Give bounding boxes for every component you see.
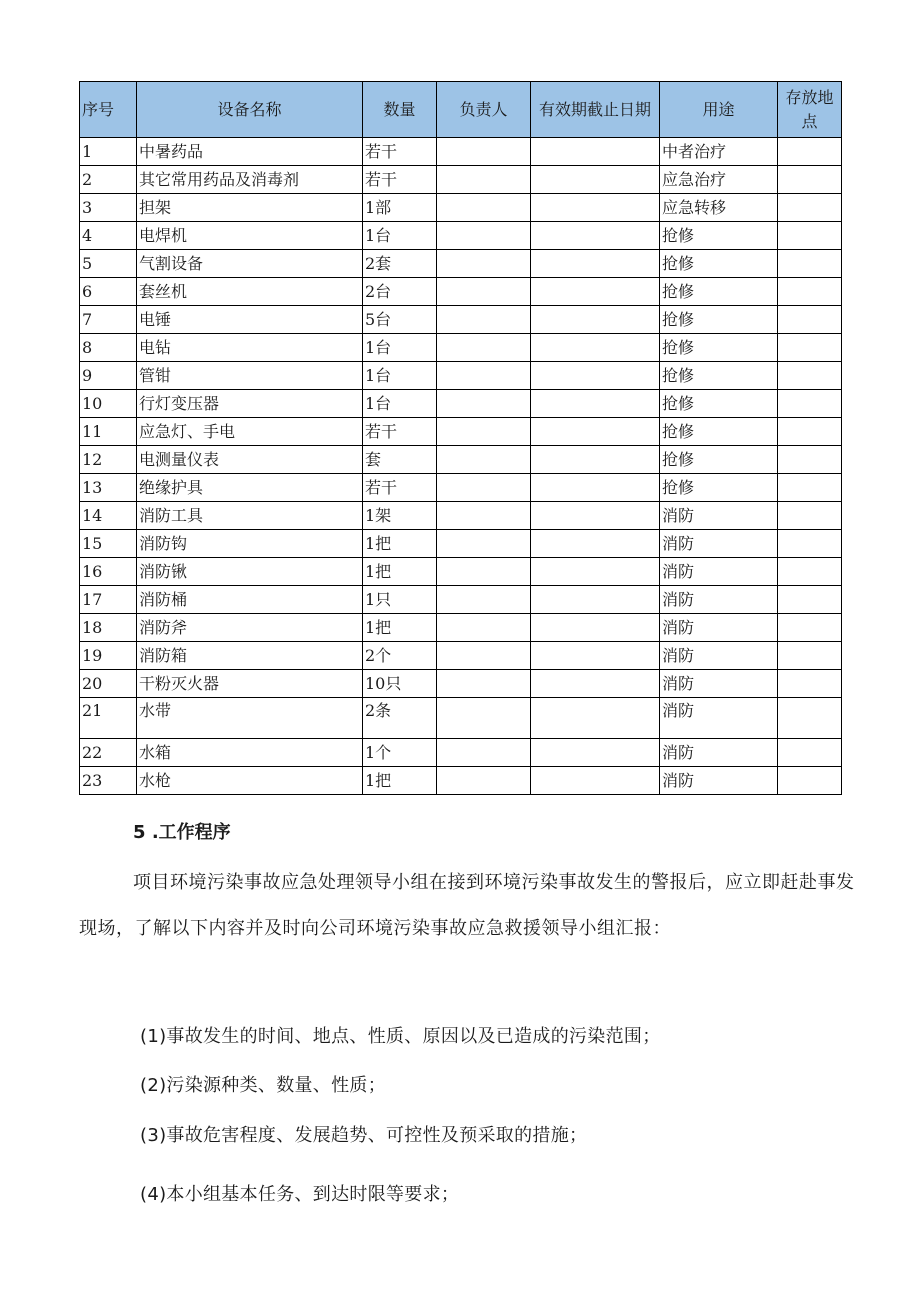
cell-name: 消防锹 (137, 558, 363, 586)
table-row (80, 474, 842, 502)
cell-quantity: 1把 (363, 530, 437, 558)
cell-index: 8 (80, 334, 137, 362)
cell-name: 消防钩 (137, 530, 363, 558)
header-quantity: 数量 (363, 82, 437, 138)
cell-quantity: 1把 (363, 558, 437, 586)
cell-expiry (531, 698, 660, 739)
cell-location (778, 586, 842, 614)
cell-location (778, 558, 842, 586)
body-paragraph: 项目环境污染事故应急处理领导小组在接到环境污染事故发生的警报后，应立即赶赴事发现场，了解以下内容并及时向公司环境污染事故应急救援领导小组汇报： (79, 872, 855, 939)
cell-quantity: 若干 (363, 138, 437, 166)
cell-expiry (531, 614, 660, 642)
table-row (80, 334, 842, 362)
cell-owner (437, 502, 531, 530)
cell-location (778, 614, 842, 642)
cell-owner (437, 530, 531, 558)
cell-quantity: 2个 (363, 642, 437, 670)
cell-expiry (531, 194, 660, 222)
cell-expiry (531, 474, 660, 502)
cell-usage: 消防 (660, 614, 778, 642)
cell-index: 1 (80, 138, 137, 166)
cell-owner (437, 698, 531, 739)
cell-usage: 应急转移 (660, 194, 778, 222)
table-row (80, 698, 842, 739)
cell-owner (437, 446, 531, 474)
cell-usage: 抢修 (660, 278, 778, 306)
table-row (80, 446, 842, 474)
table-row (80, 767, 842, 795)
cell-quantity: 1台 (363, 222, 437, 250)
table-row (80, 670, 842, 698)
table-row (80, 418, 842, 446)
cell-owner (437, 390, 531, 418)
cell-quantity: 1把 (363, 767, 437, 795)
cell-index: 5 (80, 250, 137, 278)
cell-index: 18 (80, 614, 137, 642)
cell-index: 11 (80, 418, 137, 446)
table-row (80, 502, 842, 530)
cell-owner (437, 586, 531, 614)
cell-owner (437, 558, 531, 586)
cell-expiry (531, 306, 660, 334)
cell-quantity: 1架 (363, 502, 437, 530)
cell-usage: 抢修 (660, 390, 778, 418)
cell-quantity: 1只 (363, 586, 437, 614)
table-row (80, 642, 842, 670)
cell-location (778, 739, 842, 767)
cell-name: 套丝机 (137, 278, 363, 306)
cell-quantity: 1把 (363, 614, 437, 642)
cell-name: 气割设备 (137, 250, 363, 278)
item-text: 污染源种类、数量、性质； (166, 1075, 387, 1096)
cell-owner (437, 334, 531, 362)
table-row (80, 739, 842, 767)
header-expiry: 有效期截止日期 (531, 82, 660, 138)
cell-name: 干粉灭火器 (137, 670, 363, 698)
table-row (80, 390, 842, 418)
cell-index: 4 (80, 222, 137, 250)
table-row (80, 586, 842, 614)
cell-quantity: 1部 (363, 194, 437, 222)
cell-usage: 消防 (660, 642, 778, 670)
cell-location (778, 334, 842, 362)
cell-expiry (531, 390, 660, 418)
cell-location (778, 278, 842, 306)
cell-quantity: 套 (363, 446, 437, 474)
cell-location (778, 446, 842, 474)
cell-location (778, 194, 842, 222)
cell-owner (437, 614, 531, 642)
cell-usage: 应急治疗 (660, 166, 778, 194)
cell-index: 3 (80, 194, 137, 222)
cell-expiry (531, 767, 660, 795)
item-text: 本小组基本任务、到达时限等要求； (166, 1184, 460, 1205)
cell-usage: 消防 (660, 586, 778, 614)
cell-name: 电钻 (137, 334, 363, 362)
cell-expiry (531, 334, 660, 362)
cell-expiry (531, 418, 660, 446)
cell-expiry (531, 166, 660, 194)
cell-quantity: 若干 (363, 166, 437, 194)
cell-usage: 消防 (660, 739, 778, 767)
cell-expiry (531, 222, 660, 250)
cell-index: 9 (80, 362, 137, 390)
table-row (80, 362, 842, 390)
header-index: 序号 (80, 82, 137, 138)
cell-quantity: 5台 (363, 306, 437, 334)
cell-location (778, 418, 842, 446)
cell-usage: 消防 (660, 767, 778, 795)
cell-owner (437, 166, 531, 194)
cell-index: 7 (80, 306, 137, 334)
header-owner: 负责人 (437, 82, 531, 138)
cell-usage: 抢修 (660, 362, 778, 390)
cell-usage: 抢修 (660, 250, 778, 278)
cell-owner (437, 138, 531, 166)
cell-quantity: 2台 (363, 278, 437, 306)
header-location: 存放地点 (778, 82, 842, 138)
cell-location (778, 642, 842, 670)
cell-usage: 抢修 (660, 446, 778, 474)
section-title: .工作程序 (151, 822, 231, 843)
cell-location (778, 502, 842, 530)
table-row (80, 278, 842, 306)
cell-name: 绝缘护具 (137, 474, 363, 502)
cell-name: 电测量仪表 (137, 446, 363, 474)
list-item (140, 1180, 459, 1206)
cell-usage: 消防 (660, 558, 778, 586)
cell-expiry (531, 530, 660, 558)
cell-location (778, 767, 842, 795)
cell-name: 管钳 (137, 362, 363, 390)
list-item (140, 1022, 661, 1048)
cell-index: 22 (80, 739, 137, 767)
cell-expiry (531, 278, 660, 306)
cell-location (778, 530, 842, 558)
cell-quantity: 1个 (363, 739, 437, 767)
cell-quantity: 1台 (363, 362, 437, 390)
cell-index: 20 (80, 670, 137, 698)
cell-index: 23 (80, 767, 137, 795)
cell-usage: 抢修 (660, 306, 778, 334)
table-row (80, 306, 842, 334)
cell-location (778, 166, 842, 194)
cell-name: 担架 (137, 194, 363, 222)
cell-owner (437, 362, 531, 390)
cell-location (778, 670, 842, 698)
cell-name: 消防斧 (137, 614, 363, 642)
table-row (80, 614, 842, 642)
header-usage: 用途 (660, 82, 778, 138)
cell-owner (437, 418, 531, 446)
cell-location (778, 138, 842, 166)
item-number: (3) (140, 1125, 167, 1146)
equipment-table (79, 81, 842, 795)
cell-expiry (531, 670, 660, 698)
section-number: 5 (133, 822, 146, 843)
cell-expiry (531, 362, 660, 390)
cell-index: 17 (80, 586, 137, 614)
cell-usage: 消防 (660, 698, 778, 739)
item-text: 事故危害程度、发展趋势、可控性及预采取的措施； (166, 1125, 588, 1146)
item-number: (2) (140, 1075, 167, 1096)
cell-quantity: 2条 (363, 698, 437, 739)
cell-name: 电焊机 (137, 222, 363, 250)
cell-name: 消防箱 (137, 642, 363, 670)
cell-location (778, 390, 842, 418)
cell-name: 消防工具 (137, 502, 363, 530)
cell-quantity: 若干 (363, 474, 437, 502)
cell-index: 10 (80, 390, 137, 418)
cell-usage: 消防 (660, 502, 778, 530)
item-text: 事故发生的时间、地点、性质、原因以及已造成的污染范围； (166, 1026, 661, 1047)
cell-name: 电锤 (137, 306, 363, 334)
cell-expiry (531, 446, 660, 474)
header-name: 设备名称 (137, 82, 363, 138)
cell-usage: 抢修 (660, 222, 778, 250)
cell-usage: 抢修 (660, 334, 778, 362)
cell-index: 15 (80, 530, 137, 558)
list-item (140, 1071, 386, 1097)
cell-name: 行灯变压器 (137, 390, 363, 418)
cell-owner (437, 739, 531, 767)
cell-expiry (531, 739, 660, 767)
cell-name: 中暑药品 (137, 138, 363, 166)
cell-index: 21 (80, 698, 137, 739)
cell-owner (437, 767, 531, 795)
cell-owner (437, 474, 531, 502)
cell-location (778, 222, 842, 250)
cell-expiry (531, 586, 660, 614)
cell-location (778, 362, 842, 390)
cell-index: 13 (80, 474, 137, 502)
cell-quantity: 10只 (363, 670, 437, 698)
cell-usage: 抢修 (660, 474, 778, 502)
item-number: (4) (140, 1184, 167, 1205)
cell-name: 水箱 (137, 739, 363, 767)
cell-usage: 消防 (660, 530, 778, 558)
cell-location (778, 250, 842, 278)
cell-expiry (531, 558, 660, 586)
table-header-row (80, 82, 842, 138)
cell-usage: 中者治疗 (660, 138, 778, 166)
cell-name: 应急灯、手电 (137, 418, 363, 446)
cell-quantity: 2套 (363, 250, 437, 278)
cell-location (778, 306, 842, 334)
cell-index: 16 (80, 558, 137, 586)
cell-index: 2 (80, 166, 137, 194)
section-heading (133, 818, 231, 844)
cell-quantity: 若干 (363, 418, 437, 446)
cell-index: 6 (80, 278, 137, 306)
table-row (80, 138, 842, 166)
cell-owner (437, 306, 531, 334)
item-number: (1) (140, 1026, 167, 1047)
cell-index: 12 (80, 446, 137, 474)
table-row (80, 222, 842, 250)
table-row (80, 558, 842, 586)
cell-owner (437, 642, 531, 670)
cell-owner (437, 278, 531, 306)
cell-owner (437, 670, 531, 698)
cell-expiry (531, 502, 660, 530)
table-header (80, 82, 842, 138)
list-item (140, 1121, 587, 1147)
cell-owner (437, 194, 531, 222)
cell-quantity: 1台 (363, 334, 437, 362)
table-row (80, 530, 842, 558)
cell-name: 水枪 (137, 767, 363, 795)
cell-location (778, 698, 842, 739)
cell-name: 其它常用药品及消毒剂 (137, 166, 363, 194)
cell-owner (437, 250, 531, 278)
cell-usage: 抢修 (660, 418, 778, 446)
cell-index: 19 (80, 642, 137, 670)
cell-usage: 消防 (660, 670, 778, 698)
cell-index: 14 (80, 502, 137, 530)
cell-name: 水带 (137, 698, 363, 739)
table-row (80, 166, 842, 194)
cell-name: 消防桶 (137, 586, 363, 614)
cell-quantity: 1台 (363, 390, 437, 418)
cell-location (778, 474, 842, 502)
cell-expiry (531, 138, 660, 166)
table-body (80, 138, 842, 795)
table-row (80, 250, 842, 278)
cell-expiry (531, 642, 660, 670)
cell-expiry (531, 250, 660, 278)
table-row (80, 194, 842, 222)
cell-owner (437, 222, 531, 250)
